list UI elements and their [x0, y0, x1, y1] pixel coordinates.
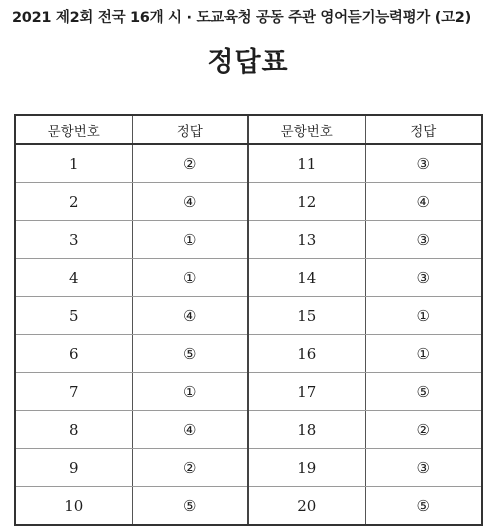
question-number: 18 [248, 411, 365, 449]
exam-header: 2021 제2회 전국 16개 시 · 도교육청 공동 주관 영어듣기능력평가 (고2) [12, 10, 471, 26]
table-row [15, 411, 482, 449]
column-header-answer: 정답 [365, 115, 482, 144]
answer-cell: ① [365, 335, 482, 373]
answer-cell: ① [132, 259, 248, 297]
answer-cell: ③ [365, 449, 482, 487]
question-number: 2 [15, 183, 132, 221]
table-row [15, 335, 482, 373]
answer-table [14, 114, 483, 526]
table-row [15, 259, 482, 297]
answer-cell: ④ [365, 183, 482, 221]
answer-cell: ② [132, 144, 248, 183]
table-header-row [15, 115, 482, 144]
question-number: 10 [15, 487, 132, 526]
column-header-question: 문항번호 [248, 115, 365, 144]
answer-cell: ① [365, 297, 482, 335]
table-row [15, 373, 482, 411]
answer-cell: ④ [132, 183, 248, 221]
question-number: 1 [15, 144, 132, 183]
answer-cell: ⑤ [365, 373, 482, 411]
question-number: 7 [15, 373, 132, 411]
table-row [15, 221, 482, 259]
table-row [15, 297, 482, 335]
answer-cell: ⑤ [132, 487, 248, 526]
answer-cell: ① [132, 373, 248, 411]
question-number: 8 [15, 411, 132, 449]
column-header-answer: 정답 [132, 115, 248, 144]
answer-cell: ③ [365, 144, 482, 183]
answer-cell: ② [132, 449, 248, 487]
answer-cell: ⑤ [132, 335, 248, 373]
question-number: 19 [248, 449, 365, 487]
question-number: 5 [15, 297, 132, 335]
question-number: 14 [248, 259, 365, 297]
question-number: 15 [248, 297, 365, 335]
question-number: 20 [248, 487, 365, 526]
question-number: 16 [248, 335, 365, 373]
answer-cell: ④ [132, 297, 248, 335]
answer-cell: ④ [132, 411, 248, 449]
question-number: 13 [248, 221, 365, 259]
table-row [15, 449, 482, 487]
page-title: 정답표 [207, 47, 289, 78]
answer-cell: ① [132, 221, 248, 259]
question-number: 3 [15, 221, 132, 259]
table-row [15, 144, 482, 183]
answer-cell: ③ [365, 221, 482, 259]
question-number: 17 [248, 373, 365, 411]
table-row [15, 487, 482, 526]
table-row [15, 183, 482, 221]
question-number: 6 [15, 335, 132, 373]
answer-cell: ② [365, 411, 482, 449]
question-number: 4 [15, 259, 132, 297]
answer-cell: ⑤ [365, 487, 482, 526]
question-number: 11 [248, 144, 365, 183]
question-number: 12 [248, 183, 365, 221]
column-header-question: 문항번호 [15, 115, 132, 144]
question-number: 9 [15, 449, 132, 487]
answer-cell: ③ [365, 259, 482, 297]
